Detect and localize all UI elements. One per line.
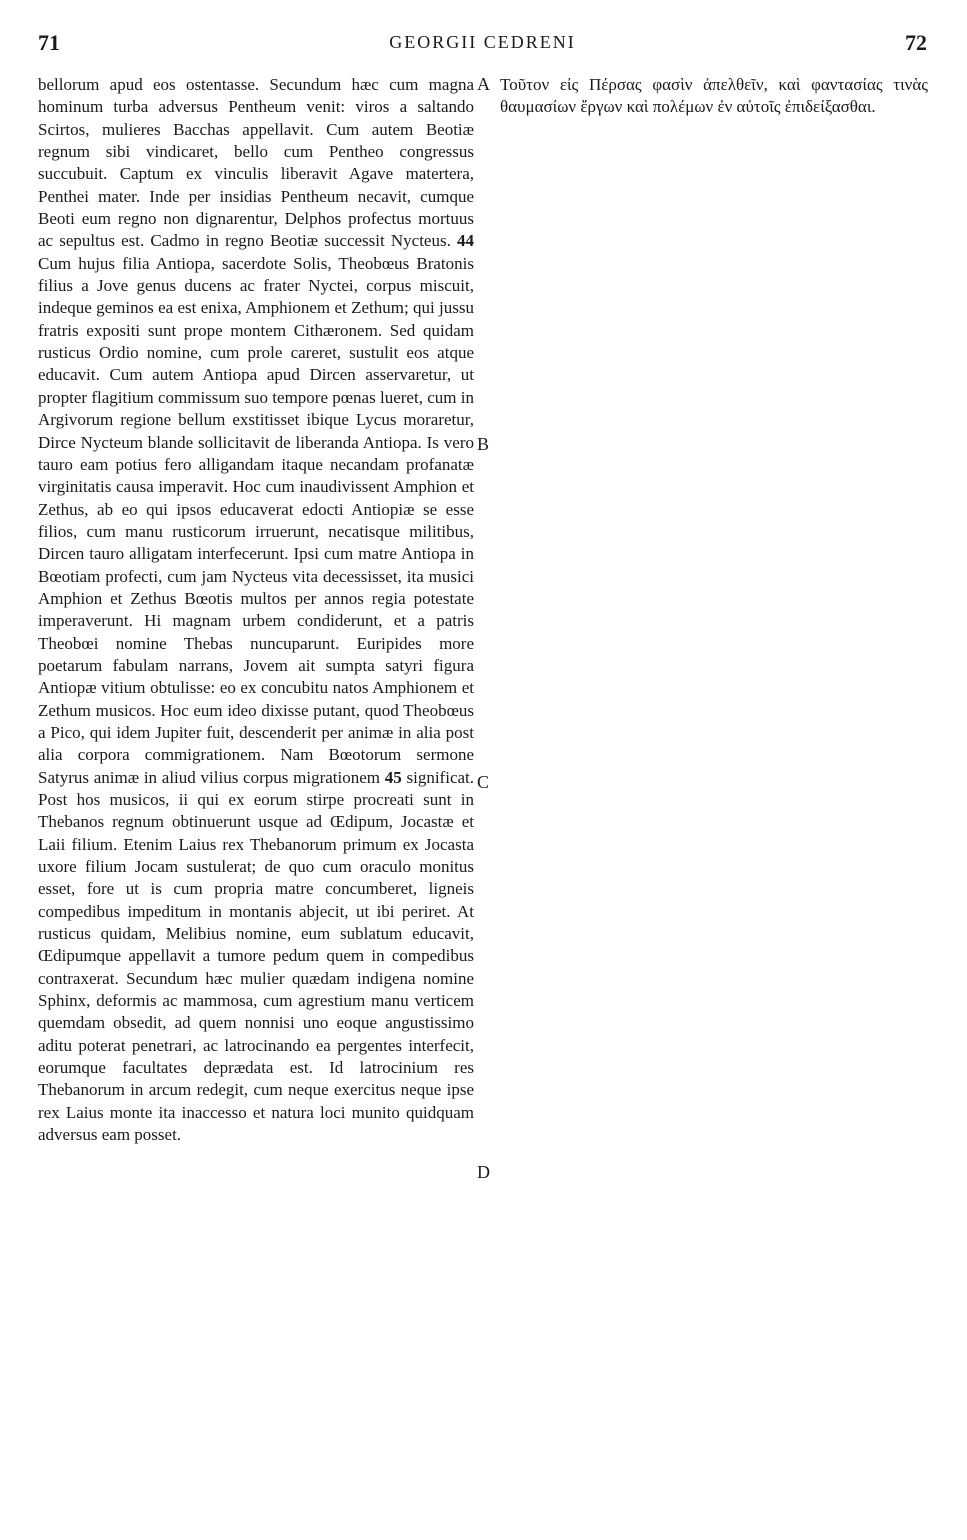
margin-letter-b: B [477, 434, 490, 454]
running-title: GEORGII CEDRENI [389, 32, 576, 52]
margin-letter-a: A [477, 74, 490, 94]
page-number-left: 71 [38, 30, 60, 55]
page-number-right: 72 [905, 30, 927, 55]
margin-letter-c: C [477, 772, 490, 792]
latin-text-2: Cum hujus filia Antiopa, sacerdote Solis, Theobœus Bratonis filius a Jove genus ducens ac frater Nyctei, corpus miscuit, indeque geminos ea est enixa, Amphionem et Zethum; qui jussu fratris expositi sunt prope montem Cithæronem. Sed quidam rusticus Ordio nomine, cum prole careret, sustulit eos atque educavit. Cum autem Antiopa apud Dircen asservaretur, ut propter flagitium commissum suo tempore pœnas lueret, cum in Argivorum regione bellum exstitisset ibique Lycus moraretur, Dirce Nycteum blande sollicitavit de liberanda Antiopa. Is vero tauro eam potius fero alligandam itaque necandam profanatæ virginitatis causa imperavit. Hoc cum inaudivissent Amphion et Zethus, ab eo qui ipsos educaverat edocti Antiopiæ se esse filios, cum manu rusticorum irruerunt, necatisque militibus, Dircen tauro alligatam interfecerunt. Ipsi cum matre Antiopa in Bœotiam profecti, cum jam Nycteus vita decessisset, ita musici Amphion et Zethus Bœotis multos per annos regia potestate imperaverunt. Hi magnam urbem condiderunt, et a patris Theobœi nomine Thebas nuncuparunt. Euripides more poetarum fabulam narrans, Jovem ait sumpta satyri figura Antiopæ vitium obtulisse: eo ex concubitu natos Amphionem et Zethum musicos. Hoc eum ideo dixisse putant, quod Theobœus a Pico, qui idem Jupiter fuit, descenderit per animæ in alia post alia corpora commigrationem. Nam Bœotorum sermone Satyrus animæ in aliud vilius corpus migrationem [38, 253, 474, 787]
latin-paragraph [38, 74, 474, 1147]
latin-text-3: significat. Post hos musicos, ii qui ex eorum stirpe procreati sunt in Thebanos regnum obtinuerunt usque ad Œdipum, Jocastæ et Laii filium. Etenim Laius rex Thebanorum primum ex Jocasta uxore filium Jocam sustulerat; de quo cum oraculo monitus esset, fore ut is cum propria matre concumberet, ligneis compedibus impeditum in montanis abjecit, ut ibi periret. At rusticus quidam, Melibius nomine, eum sublatum educavit, Œdipumque appellavit a tumore pedum quem in compedibus contraxerat. Secundum hæc mulier quædam indigena nomine Sphinx, deformis ac mammosa, cum agrestium manu verticem quemdam obsedit, ad quem nonnisi uno eoque angustissimo aditu poterat penetrari, ac latrocinando ea pergentes interfecit, eorumque facultates deprædata est. Id latrocinium res Thebanorum in arcum redegit, cum neque exercitus neque ipse rex Laius monte ita inaccesso et natura loci munito quidquam adversus eam posset. [38, 767, 475, 1145]
margin-letter-d: D [477, 1162, 490, 1182]
section-ref-44: 44 [457, 231, 475, 251]
latin-text-1: bellorum apud eos ostentasse. Secundum hæc cum magna hominum turba adversus Pentheum venit: viros a saltando Scirtos, mulieres Bacchas appellavit. Cum autem Beotiæ regnum sibi vindicaret, bello cum Pentheo congressus succubuit. Captum ex vinculis liberavit Agave matertera, Penthei mater. Inde per insidias Pentheum necavit, cumque Beoti eum regno non dignarentur, Delphos profectus mortuus ac sepultus est. Cadmo in regno Beotiæ successit Nycteus. [38, 75, 474, 251]
greek-text-1: Τοῦτον εἰς Πέρσας φασὶν ἀπελθεῖν, καὶ φαντασίας τινὰς θαυμασίων ἔργων καὶ πολέμων ἐν αὐτοῖς ἐπιδείξασθαι. [500, 75, 928, 117]
page-header [38, 30, 927, 60]
greek-column [500, 74, 928, 119]
greek-paragraph [500, 74, 928, 119]
section-ref-45: 45 [384, 767, 402, 787]
latin-column [38, 74, 474, 1147]
